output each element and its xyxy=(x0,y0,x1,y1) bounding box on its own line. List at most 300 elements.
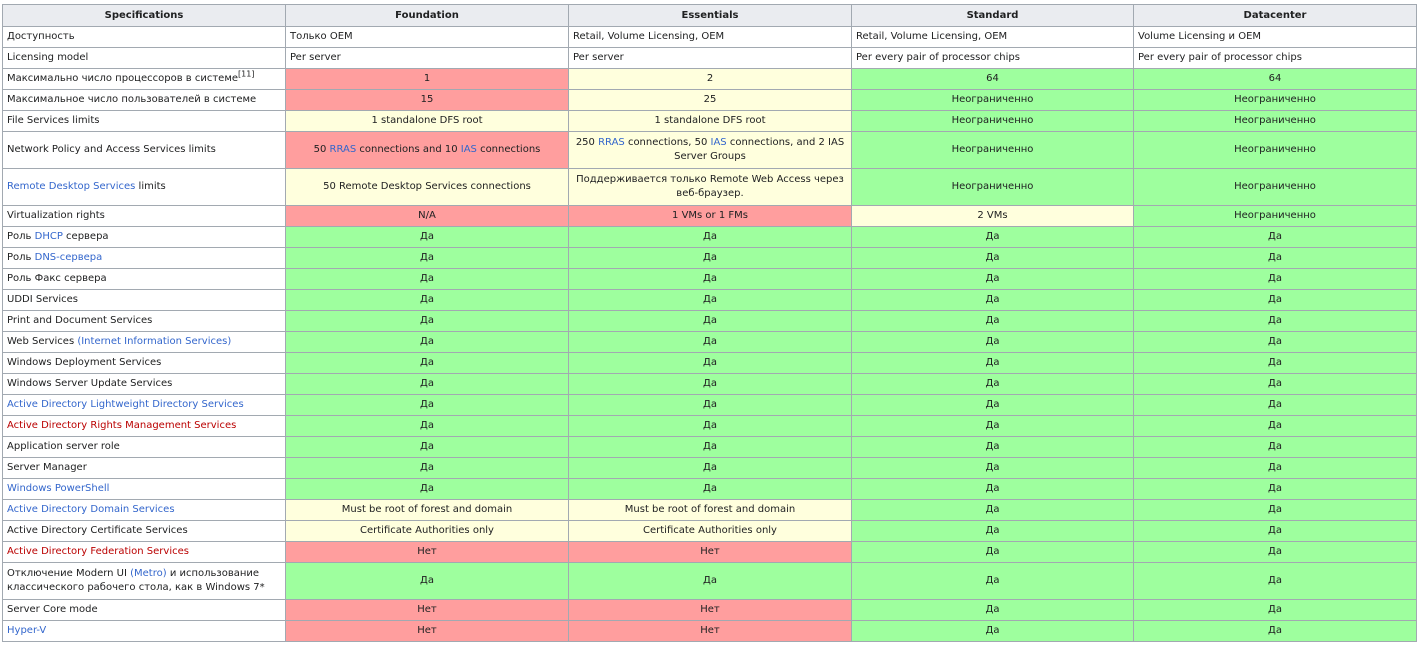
header-datacenter: Datacenter xyxy=(1134,5,1417,27)
cell-foundation xyxy=(286,479,569,500)
cell-essentials xyxy=(569,227,852,248)
cell-essentials xyxy=(569,111,852,132)
table-row xyxy=(3,500,1417,521)
cell-text: Network Policy and Access Services limits xyxy=(7,144,216,155)
row-label xyxy=(3,206,286,227)
cell-foundation xyxy=(286,269,569,290)
cell-text: Да xyxy=(703,483,717,494)
cell-text: Неограниченно xyxy=(1234,115,1316,126)
cell-text: Неограниченно xyxy=(951,115,1034,126)
cell-text: Per every pair of processor chips xyxy=(856,52,1020,63)
cell-foundation xyxy=(286,374,569,395)
cell-text: Да xyxy=(1268,420,1282,431)
row-label xyxy=(3,621,286,642)
cell-text: Server Core mode xyxy=(7,604,98,615)
row-label xyxy=(3,69,286,90)
cell-foundation xyxy=(286,90,569,111)
cell-text: Да xyxy=(1268,504,1282,515)
cell-text: Licensing model xyxy=(7,52,89,63)
cell-text: Да xyxy=(1268,399,1282,410)
row-label xyxy=(3,600,286,621)
cell-text: Application server role xyxy=(7,441,120,452)
cell-text: Да xyxy=(1268,252,1282,263)
cell-foundation xyxy=(286,111,569,132)
cell-text: Да xyxy=(1268,357,1282,368)
cell-essentials xyxy=(569,269,852,290)
wiki-link[interactable]: IAS xyxy=(710,137,727,148)
row-label xyxy=(3,48,286,69)
table-row xyxy=(3,290,1417,311)
cell-text: Да xyxy=(420,462,434,473)
cell-foundation xyxy=(286,311,569,332)
cell-datacenter xyxy=(1134,227,1417,248)
cell-foundation xyxy=(286,48,569,69)
cell-text: Только OEM xyxy=(290,31,353,42)
row-label xyxy=(3,111,286,132)
cell-text: Роль xyxy=(7,231,35,242)
cell-text: Да xyxy=(703,231,717,242)
cell-text: 1 standalone DFS root xyxy=(371,115,483,126)
table-row xyxy=(3,169,1417,206)
cell-text: Неограниченно xyxy=(951,94,1034,105)
cell-standard xyxy=(852,542,1134,563)
table-row xyxy=(3,48,1417,69)
cell-datacenter xyxy=(1134,169,1417,206)
row-label xyxy=(3,227,286,248)
wiki-link[interactable]: (Internet Information Services) xyxy=(77,336,232,347)
cell-text: Да xyxy=(420,399,434,410)
cell-datacenter xyxy=(1134,27,1417,48)
table-row xyxy=(3,600,1417,621)
cell-text: 1 VMs or 1 FMs xyxy=(672,210,748,221)
cell-text: Да xyxy=(985,625,1000,636)
cell-standard xyxy=(852,563,1134,600)
cell-datacenter xyxy=(1134,269,1417,290)
cell-text: Роль xyxy=(7,252,35,263)
table-row xyxy=(3,332,1417,353)
cell-text: Неограниченно xyxy=(951,144,1034,155)
row-label xyxy=(3,479,286,500)
cell-foundation xyxy=(286,395,569,416)
cell-text: connections xyxy=(476,144,541,155)
cell-text: Отключение Modern UI xyxy=(7,568,131,579)
cell-standard xyxy=(852,227,1134,248)
cell-text: Нет xyxy=(700,625,720,636)
cell-essentials xyxy=(569,290,852,311)
row-label xyxy=(3,437,286,458)
cell-essentials xyxy=(569,332,852,353)
table-row xyxy=(3,132,1417,169)
cell-text: Да xyxy=(1268,525,1282,536)
cell-foundation xyxy=(286,600,569,621)
cell-text: Да xyxy=(420,231,434,242)
cell-text: Роль Факс сервера xyxy=(7,273,107,284)
cell-datacenter xyxy=(1134,542,1417,563)
cell-datacenter xyxy=(1134,500,1417,521)
row-label xyxy=(3,395,286,416)
cell-standard xyxy=(852,458,1134,479)
cell-text: Да xyxy=(985,504,1000,515)
cell-text: Да xyxy=(703,336,717,347)
cell-text: N/A xyxy=(418,210,436,221)
cell-text: 50 Remote Desktop Services connections xyxy=(323,181,531,192)
wiki-link[interactable]: Active Directory Rights Management Services xyxy=(7,420,237,431)
cell-standard xyxy=(852,311,1134,332)
row-label xyxy=(3,27,286,48)
wiki-link[interactable]: IAS xyxy=(460,144,477,155)
cell-datacenter xyxy=(1134,395,1417,416)
cell-essentials xyxy=(569,395,852,416)
header-row xyxy=(3,5,1417,27)
cell-text: 1 standalone DFS root xyxy=(654,115,766,126)
cell-foundation xyxy=(286,290,569,311)
table-row xyxy=(3,416,1417,437)
cell-text: Нет xyxy=(700,546,720,557)
cell-text: Да xyxy=(703,357,717,368)
cell-text: 64 xyxy=(986,73,999,84)
cell-foundation xyxy=(286,500,569,521)
cell-text: Да xyxy=(985,575,1000,586)
cell-standard xyxy=(852,69,1134,90)
table-row xyxy=(3,542,1417,563)
row-label xyxy=(3,290,286,311)
table-row xyxy=(3,374,1417,395)
cell-essentials xyxy=(569,437,852,458)
table-row xyxy=(3,458,1417,479)
cell-standard xyxy=(852,290,1134,311)
cell-text: Да xyxy=(420,378,434,389)
cell-text: Да xyxy=(985,420,1000,431)
wiki-link[interactable]: RRAS xyxy=(598,137,625,148)
header-standard: Standard xyxy=(852,5,1134,27)
cell-standard xyxy=(852,600,1134,621)
cell-text: Да xyxy=(1268,546,1282,557)
table-row xyxy=(3,269,1417,290)
wiki-link[interactable]: DNS-сервера xyxy=(34,252,103,263)
cell-text: 2 xyxy=(706,73,714,84)
cell-text: Да xyxy=(1268,483,1282,494)
cell-text: limits xyxy=(135,181,166,192)
cell-text: Web Services xyxy=(7,336,78,347)
cell-essentials xyxy=(569,600,852,621)
cell-text: Да xyxy=(703,378,717,389)
cell-text: Да xyxy=(985,357,1000,368)
row-label xyxy=(3,332,286,353)
cell-essentials xyxy=(569,416,852,437)
cell-essentials xyxy=(569,169,852,206)
cell-essentials xyxy=(569,458,852,479)
table-row xyxy=(3,395,1417,416)
table-row xyxy=(3,563,1417,600)
cell-foundation xyxy=(286,248,569,269)
cell-text: 50 xyxy=(313,144,330,155)
wiki-link[interactable]: Active Directory Domain Services xyxy=(7,504,175,515)
cell-foundation xyxy=(286,206,569,227)
cell-text: Да xyxy=(1268,441,1282,452)
cell-text: Volume Licensing и OEM xyxy=(1138,31,1262,42)
cell-text: Да xyxy=(420,357,434,368)
cell-text: Да xyxy=(703,294,717,305)
cell-text: Да xyxy=(985,483,1000,494)
cell-text: Неограниченно xyxy=(1234,94,1316,105)
cell-text: Да xyxy=(1268,462,1282,473)
cell-text: Да xyxy=(703,399,717,410)
wiki-link[interactable]: Hyper-V xyxy=(7,625,47,636)
cell-datacenter xyxy=(1134,563,1417,600)
wiki-link[interactable]: Active Directory Lightweight Directory Services xyxy=(7,399,244,410)
cell-standard xyxy=(852,90,1134,111)
cell-essentials xyxy=(569,248,852,269)
cell-datacenter xyxy=(1134,621,1417,642)
cell-datacenter xyxy=(1134,69,1417,90)
cell-text: Да xyxy=(703,441,717,452)
cell-text: Да xyxy=(420,294,434,305)
cell-datacenter xyxy=(1134,132,1417,169)
cell-text: Retail, Volume Licensing, OEM xyxy=(856,31,1008,42)
cell-text: Да xyxy=(703,273,717,284)
cell-datacenter xyxy=(1134,332,1417,353)
cell-foundation xyxy=(286,169,569,206)
cell-text: Да xyxy=(703,462,717,473)
cell-foundation xyxy=(286,563,569,600)
cell-text: Доступность xyxy=(7,31,75,42)
row-label xyxy=(3,169,286,206)
cell-standard xyxy=(852,269,1134,290)
cell-text: Да xyxy=(420,575,434,586)
cell-foundation xyxy=(286,458,569,479)
cell-datacenter xyxy=(1134,374,1417,395)
cell-datacenter xyxy=(1134,600,1417,621)
cell-datacenter xyxy=(1134,111,1417,132)
cell-datacenter xyxy=(1134,458,1417,479)
cell-standard xyxy=(852,479,1134,500)
cell-text: Да xyxy=(985,462,1000,473)
table-row xyxy=(3,90,1417,111)
cell-text: Нет xyxy=(417,546,437,557)
cell-text: Максимально число процессоров в системе xyxy=(7,73,239,84)
cell-datacenter xyxy=(1134,416,1417,437)
row-label xyxy=(3,269,286,290)
cell-datacenter xyxy=(1134,437,1417,458)
row-label xyxy=(3,416,286,437)
cell-standard xyxy=(852,395,1134,416)
cell-text: и использование классического рабочего стола, как в Windows 7* xyxy=(7,568,265,593)
cell-datacenter xyxy=(1134,48,1417,69)
cell-text: Must be root of forest and domain xyxy=(624,504,796,515)
cell-text: Certificate Authorities only xyxy=(360,525,494,536)
cell-text: 2 VMs xyxy=(977,210,1008,221)
cell-text: Неограниченно xyxy=(1234,181,1316,192)
cell-essentials xyxy=(569,500,852,521)
cell-text: Нет xyxy=(700,604,720,615)
row-label xyxy=(3,248,286,269)
cell-text: Active Directory Certificate Services xyxy=(7,525,188,536)
cell-standard xyxy=(852,111,1134,132)
cell-text: UDDI Services xyxy=(7,294,79,305)
cell-foundation xyxy=(286,416,569,437)
table-row xyxy=(3,27,1417,48)
wiki-link[interactable]: DHCP xyxy=(34,231,63,242)
cell-text: Да xyxy=(420,483,434,494)
row-label xyxy=(3,132,286,169)
cell-standard xyxy=(852,169,1134,206)
cell-foundation xyxy=(286,132,569,169)
cell-datacenter xyxy=(1134,479,1417,500)
cell-essentials xyxy=(569,132,852,169)
table-row xyxy=(3,206,1417,227)
cell-text: Per server xyxy=(290,52,341,63)
row-label xyxy=(3,353,286,374)
cell-text: Неограниченно xyxy=(1234,144,1316,155)
cell-text: Да xyxy=(1268,575,1282,586)
header-foundation: Foundation xyxy=(286,5,569,27)
cell-essentials xyxy=(569,90,852,111)
cell-text: Virtualization rights xyxy=(7,210,105,221)
cell-text: 64 xyxy=(1268,73,1282,84)
cell-essentials xyxy=(569,563,852,600)
header-specifications: Specifications xyxy=(3,5,286,27)
cell-text: Поддерживается только Remote Web Access через веб-браузер. xyxy=(576,174,844,199)
reference-link[interactable]: [11] xyxy=(238,69,255,79)
table-row xyxy=(3,353,1417,374)
cell-text: Да xyxy=(703,252,717,263)
cell-standard xyxy=(852,374,1134,395)
cell-standard xyxy=(852,206,1134,227)
cell-essentials xyxy=(569,353,852,374)
cell-essentials xyxy=(569,479,852,500)
cell-text: Да xyxy=(985,273,1000,284)
table-row xyxy=(3,479,1417,500)
cell-foundation xyxy=(286,332,569,353)
row-label xyxy=(3,458,286,479)
cell-text: 25 xyxy=(703,94,717,105)
row-label xyxy=(3,500,286,521)
cell-essentials xyxy=(569,542,852,563)
cell-standard xyxy=(852,416,1134,437)
cell-foundation xyxy=(286,521,569,542)
cell-text: Да xyxy=(420,252,434,263)
cell-foundation xyxy=(286,27,569,48)
cell-datacenter xyxy=(1134,311,1417,332)
cell-text: Да xyxy=(420,315,434,326)
cell-essentials xyxy=(569,521,852,542)
cell-foundation xyxy=(286,69,569,90)
cell-text: Да xyxy=(985,231,1000,242)
row-label xyxy=(3,311,286,332)
cell-text: Per server xyxy=(573,52,624,63)
cell-text: Да xyxy=(985,252,1000,263)
cell-text: Да xyxy=(420,336,434,347)
cell-standard xyxy=(852,27,1134,48)
cell-text: Нет xyxy=(417,625,437,636)
cell-text: Да xyxy=(985,399,1000,410)
cell-datacenter xyxy=(1134,290,1417,311)
table-row xyxy=(3,227,1417,248)
table-row xyxy=(3,311,1417,332)
cell-text: Да xyxy=(985,546,1000,557)
wiki-link[interactable]: Remote Desktop Services xyxy=(7,181,136,192)
row-label xyxy=(3,521,286,542)
cell-text: Да xyxy=(1268,273,1282,284)
editions-comparison-table xyxy=(2,4,1417,642)
cell-text: Must be root of forest and domain xyxy=(341,504,513,515)
cell-text: Server Manager xyxy=(7,462,87,473)
cell-standard xyxy=(852,248,1134,269)
cell-text: Certificate Authorities only xyxy=(643,525,777,536)
cell-foundation xyxy=(286,437,569,458)
cell-standard xyxy=(852,132,1134,169)
cell-text: Неограниченно xyxy=(951,181,1034,192)
cell-standard xyxy=(852,332,1134,353)
wiki-link[interactable]: Active Directory Federation Services xyxy=(7,546,189,557)
cell-standard xyxy=(852,353,1134,374)
cell-text: Да xyxy=(1268,625,1282,636)
cell-text: Windows Server Update Services xyxy=(7,378,173,389)
cell-text: connections, and 2 IAS Server Groups xyxy=(674,137,845,162)
cell-text: Да xyxy=(1268,315,1282,326)
cell-text: Да xyxy=(985,604,1000,615)
cell-standard xyxy=(852,621,1134,642)
cell-datacenter xyxy=(1134,248,1417,269)
table-row xyxy=(3,437,1417,458)
table-row xyxy=(3,248,1417,269)
wiki-link[interactable]: Windows PowerShell xyxy=(7,483,110,494)
cell-text: Да xyxy=(703,315,717,326)
cell-essentials xyxy=(569,311,852,332)
cell-text: 15 xyxy=(420,94,434,105)
cell-text: Да xyxy=(985,378,1000,389)
cell-text: Print and Document Services xyxy=(7,315,153,326)
cell-text: сервера xyxy=(62,231,109,242)
row-label xyxy=(3,542,286,563)
cell-essentials xyxy=(569,27,852,48)
table-row xyxy=(3,111,1417,132)
cell-essentials xyxy=(569,374,852,395)
cell-text: Да xyxy=(703,420,717,431)
cell-standard xyxy=(852,521,1134,542)
cell-foundation xyxy=(286,621,569,642)
cell-text: Да xyxy=(420,273,434,284)
wiki-link[interactable]: (Metro) xyxy=(130,568,167,579)
cell-essentials xyxy=(569,621,852,642)
cell-foundation xyxy=(286,542,569,563)
cell-text: Да xyxy=(1268,604,1282,615)
cell-text: 250 xyxy=(575,137,599,148)
cell-essentials xyxy=(569,48,852,69)
cell-text: Retail, Volume Licensing, OEM xyxy=(573,31,725,42)
cell-text: Да xyxy=(1268,231,1282,242)
cell-text: connections and 10 xyxy=(356,144,461,155)
header-essentials: Essentials xyxy=(569,5,852,27)
cell-datacenter xyxy=(1134,353,1417,374)
table-row xyxy=(3,621,1417,642)
cell-text: Нет xyxy=(417,604,437,615)
cell-text: Да xyxy=(985,294,1000,305)
cell-text: Да xyxy=(985,336,1000,347)
table-row xyxy=(3,521,1417,542)
cell-text: File Services limits xyxy=(7,115,100,126)
cell-datacenter xyxy=(1134,206,1417,227)
cell-text: Да xyxy=(985,315,1000,326)
cell-text: Максимальное число пользователей в системе xyxy=(7,94,257,105)
cell-text: Да xyxy=(985,441,1000,452)
row-label xyxy=(3,563,286,600)
cell-essentials xyxy=(569,206,852,227)
cell-text: Windows Deployment Services xyxy=(7,357,162,368)
wiki-link[interactable]: RRAS xyxy=(329,144,357,155)
cell-text: Да xyxy=(703,575,717,586)
cell-standard xyxy=(852,437,1134,458)
